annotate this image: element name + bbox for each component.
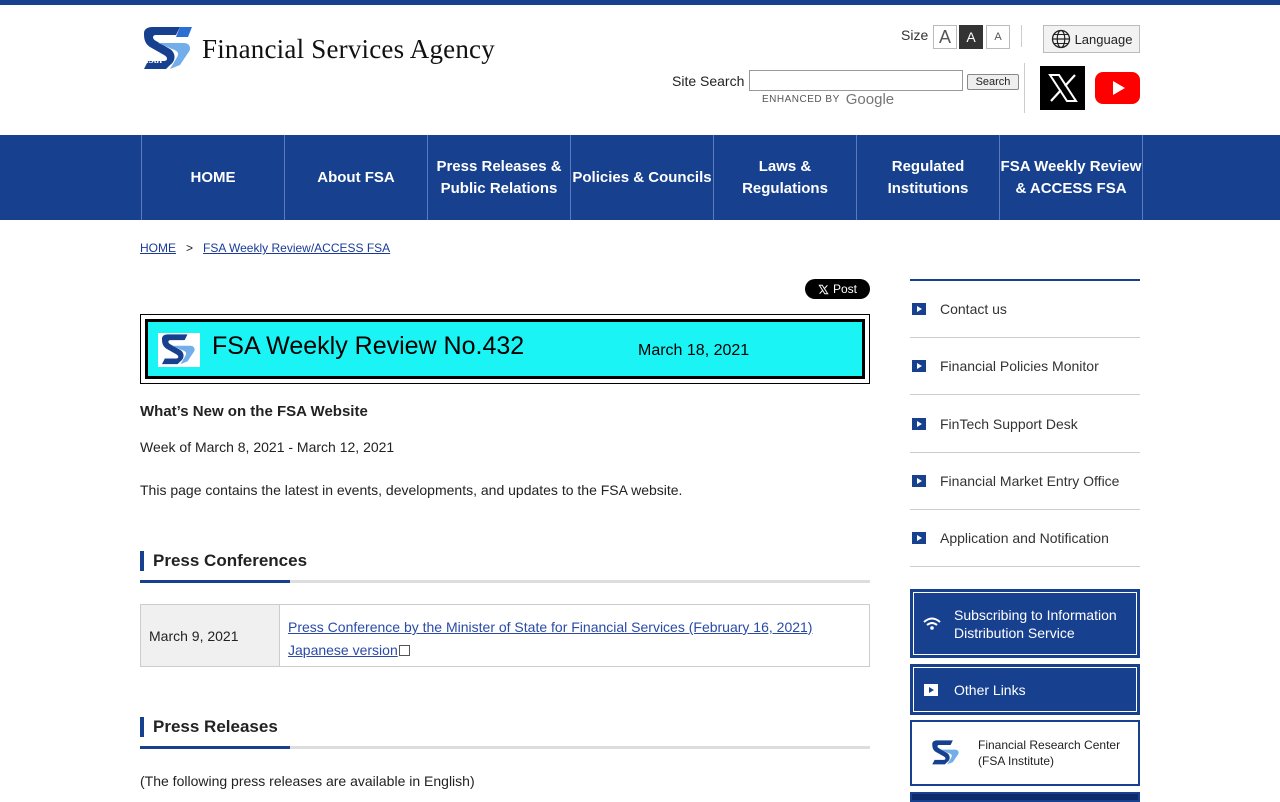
globe-icon	[1051, 29, 1071, 49]
divider	[1024, 63, 1025, 113]
press-conference-row	[140, 604, 870, 667]
press-releases-note: (The following press releases are available in English)	[140, 773, 475, 789]
nav-home[interactable]: HOME	[142, 135, 285, 220]
weekly-review-banner	[140, 314, 870, 384]
sidebar-item-application[interactable]	[910, 510, 1140, 567]
sidebar-item-label: FinTech Support Desk	[940, 416, 1078, 432]
sidebar-item-market-entry[interactable]	[910, 453, 1140, 510]
press-conference-link[interactable]: Press Conference by the Minister of State for Financial Services (February 16, 2021)	[288, 619, 813, 635]
youtube-button[interactable]	[1095, 72, 1140, 104]
fsa-logo-small-icon	[158, 333, 200, 367]
search-button[interactable]: Search	[967, 74, 1019, 90]
intro-text: This page contains the latest in events, developments, and updates to the FSA website.	[140, 482, 683, 498]
wifi-icon	[922, 616, 942, 632]
sidebar-item-fintech[interactable]	[910, 396, 1140, 453]
enhanced-by-text: ENHANCED BY	[762, 94, 840, 105]
sidebar-item-label: Contact us	[940, 301, 1007, 317]
sidebar-next-banner[interactable]	[910, 792, 1140, 802]
search-input[interactable]	[749, 70, 963, 91]
external-link-icon	[399, 645, 410, 656]
site-search-label: Site Search	[672, 73, 745, 89]
x-logo-icon	[818, 284, 829, 295]
section-title: Press Releases	[153, 717, 278, 736]
arrow-right-icon	[912, 303, 926, 315]
other-links-button[interactable]	[910, 664, 1140, 715]
fsa-logo-small-icon	[930, 739, 962, 767]
whats-new-heading: What’s New on the FSA Website	[140, 403, 368, 420]
nav-press-releases[interactable]: Press Releases & Public Relations	[428, 135, 571, 220]
breadcrumb-home-link[interactable]: HOME	[140, 241, 176, 255]
x-post-button[interactable]	[805, 279, 870, 299]
arrow-right-icon	[912, 418, 926, 430]
sidebar-item-label: Application and Notification	[940, 530, 1109, 546]
arrow-right-icon	[924, 684, 938, 696]
research-center-label: Financial Research Center (FSA Institute)	[978, 738, 1121, 768]
google-logo: Google	[845, 91, 895, 108]
language-label: Language	[1074, 31, 1133, 47]
arrow-right-icon	[912, 360, 926, 372]
press-releases-heading	[140, 717, 870, 753]
logo-badge: 25th	[144, 55, 163, 66]
breadcrumb-current-link[interactable]: FSA Weekly Review/ACCESS FSA	[203, 241, 391, 255]
site-name: Financial Services Agency	[202, 33, 495, 64]
size-label: Size	[901, 27, 929, 43]
breadcrumb-separator: >	[186, 241, 194, 255]
x-logo-icon	[1046, 71, 1080, 105]
site-header	[0, 5, 1280, 135]
sidebar-item-label: Financial Policies Monitor	[940, 358, 1099, 374]
fsa-logo[interactable]	[140, 25, 495, 73]
other-links-label: Other Links	[954, 681, 1026, 698]
breadcrumb	[140, 241, 390, 255]
arrow-right-icon	[912, 532, 926, 544]
font-size-small-button[interactable]: A	[986, 25, 1010, 49]
nav-regulated-institutions[interactable]: Regulated Institutions	[857, 135, 1000, 220]
week-range-text: Week of March 8, 2021 - March 12, 2021	[140, 439, 395, 455]
nav-laws-regulations[interactable]: Laws & Regulations	[714, 135, 857, 220]
japanese-version-link[interactable]	[288, 642, 410, 658]
subscribe-button[interactable]	[910, 589, 1140, 658]
banner-title: FSA Weekly Review No.432	[212, 332, 525, 360]
press-conferences-heading	[140, 551, 870, 587]
sidebar-item-policies-monitor[interactable]	[910, 338, 1140, 395]
japanese-version-label: Japanese version	[288, 642, 398, 658]
nav-policies-councils[interactable]: Policies & Councils	[571, 135, 714, 220]
divider	[1021, 25, 1022, 47]
nav-about-fsa[interactable]: About FSA	[285, 135, 428, 220]
banner-date: March 18, 2021	[638, 342, 750, 359]
youtube-play-icon	[1110, 80, 1126, 96]
x-social-button[interactable]	[1040, 66, 1085, 110]
sidebar-item-contact[interactable]	[910, 281, 1140, 338]
press-conference-date: March 9, 2021	[141, 605, 280, 666]
main-navigation	[0, 135, 1280, 220]
research-center-link[interactable]	[910, 720, 1140, 786]
subscribe-label: Subscribing to Information Distribution Service	[954, 606, 1117, 641]
sidebar-item-label: Financial Market Entry Office	[940, 473, 1120, 489]
nav-weekly-review[interactable]: FSA Weekly Review & ACCESS FSA	[1000, 135, 1143, 220]
font-size-large-button[interactable]: A	[933, 25, 957, 49]
language-button[interactable]	[1043, 25, 1140, 53]
section-title: Press Conferences	[153, 551, 308, 570]
post-label: Post	[832, 282, 857, 296]
fsa-logo-mark-icon	[140, 25, 196, 73]
google-enhanced-note	[762, 91, 894, 108]
arrow-right-icon	[912, 475, 926, 487]
font-size-medium-button[interactable]: A	[959, 25, 983, 49]
